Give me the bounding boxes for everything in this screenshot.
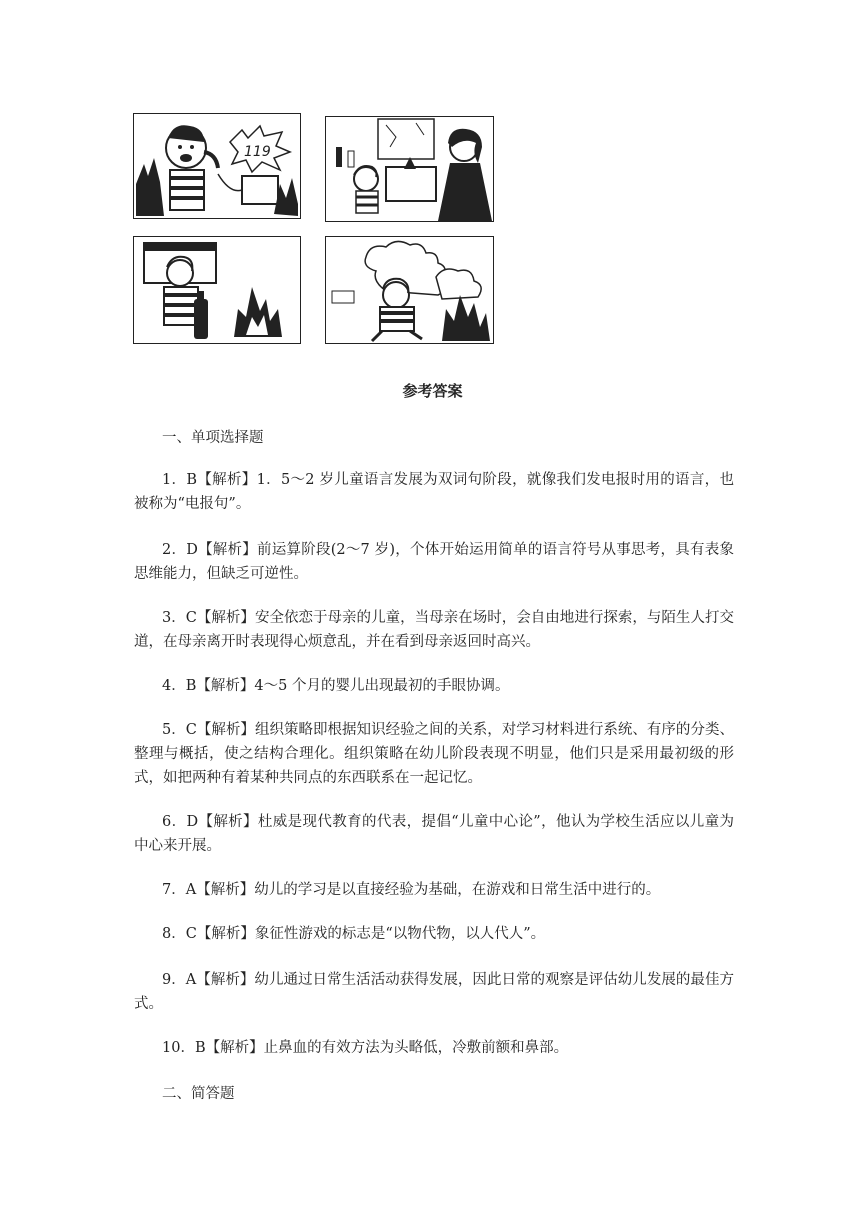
answer-item: 4．B【解析】4～5 个月的婴儿出现最初的手眼协调。: [162, 678, 510, 694]
illustration-panel-phone: [133, 113, 301, 219]
kitchen-mother-drawing: [326, 117, 493, 221]
section-heading-single-choice: 一、单项选择题: [162, 430, 264, 446]
answer-item: 2．D【解析】前运算阶段(2～7 岁)，个体开始运用简单的语言符号从事思考，具有表象思维能力，但缺乏可逆性。: [134, 542, 734, 582]
child-phone-drawing: [134, 114, 300, 218]
answers-title: 参考答案: [402, 382, 463, 400]
answer-item: 9．A【解析】幼儿通过日常生活活动获得发展，因此日常的观察是评估幼儿发展的最佳方式。: [134, 972, 734, 1012]
answer-item: 8．C【解析】象征性游戏的标志是“以物代物，以人代人”。: [162, 926, 546, 942]
running-smoke-drawing: [326, 237, 493, 343]
illustration-panel-window-fire: [133, 236, 301, 344]
answer-item: 1．B【解析】1．5～2 岁儿童语言发展为双词句阶段，就像我们发电报时用的语言，也被称为“电报句”。: [134, 472, 734, 512]
answer-item: 5．C【解析】组织策略即根据知识经验之间的关系，对学习材料进行系统、有序的分类、整理与概括，使之结构合理化。组织策略在幼儿阶段表现不明显，他们只是采用最初级的形式，如把两种有着某种共同点的东西联系在一起记忆。: [134, 722, 734, 786]
section-heading-short-answer: 二、简答题: [162, 1086, 235, 1102]
answer-item: 3．C【解析】安全依恋于母亲的儿童，当母亲在场时，会自由地进行探索，与陌生人打交道，在母亲离开时表现得心烦意乱，并在看到母亲返回时高兴。: [134, 610, 734, 650]
illustration-panel-kitchen: [325, 116, 494, 222]
illustration-panel-running-smoke: [325, 236, 494, 344]
phone-number-text: 119: [244, 144, 271, 160]
answer-item: 10．B【解析】止鼻血的有效方法为头略低，冷敷前额和鼻部。: [162, 1040, 569, 1056]
window-fire-drawing: [134, 237, 300, 343]
answer-item: 7．A【解析】幼儿的学习是以直接经验为基础，在游戏和日常生活中进行的。: [162, 882, 661, 898]
answer-item: 6．D【解析】杜威是现代教育的代表，提倡“儿童中心论”，他认为学校生活应以儿童为中心来开展。: [134, 814, 734, 854]
